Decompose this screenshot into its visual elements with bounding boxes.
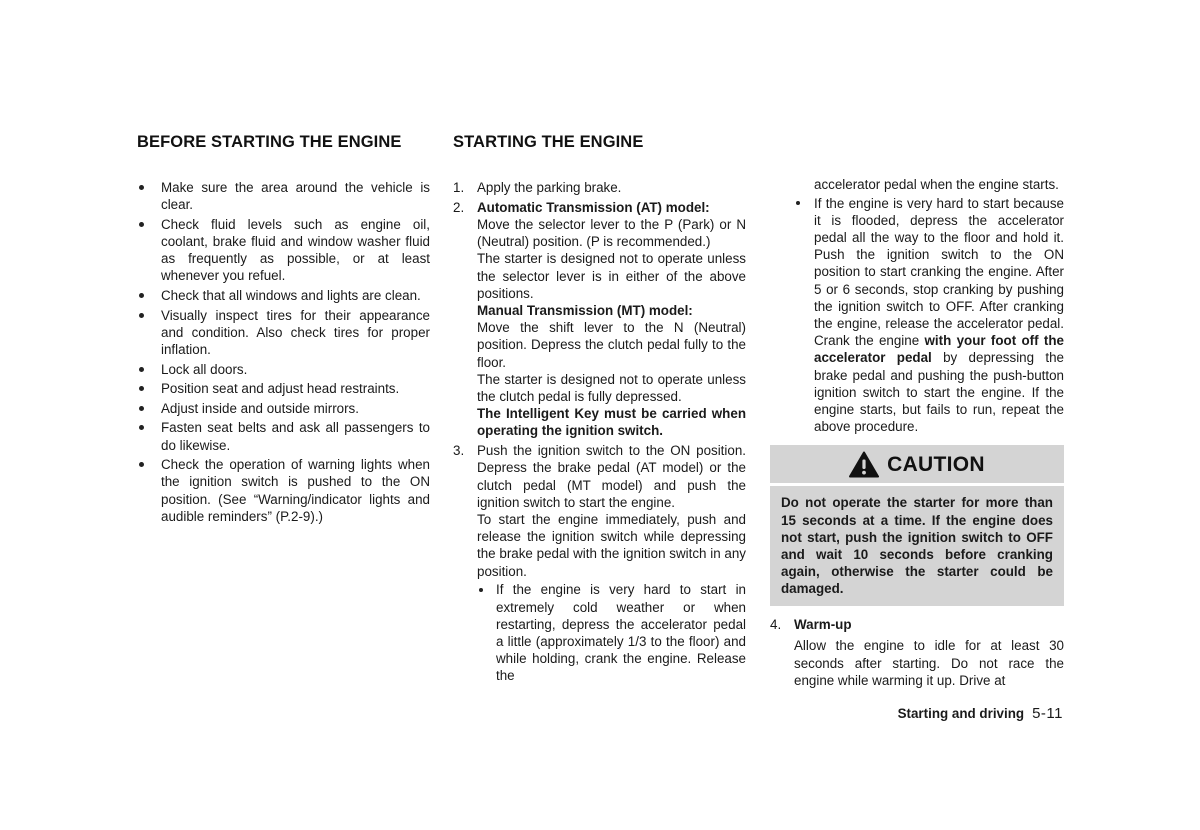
- heading-before-starting: BEFORE STARTING THE ENGINE: [137, 133, 402, 151]
- bullet-icon: [139, 222, 144, 227]
- caution-box: [770, 445, 1064, 605]
- bullet-icon: [139, 462, 144, 467]
- page-number: 5-11: [1032, 705, 1063, 722]
- list-item: If the engine is very hard to start in extremely cold weather or when restarting, depress the accelerator pedal a little (approximately 1/3 to the floor) and while holding, crank the engine. Release the: [477, 581, 746, 684]
- step-3: 3. Push the ignition switch to the ON position. Depress the brake pedal (AT model) or the clutch pedal (MT model) and push the ignition switch to start the engine. To start the engine immediately, push and release the ignition switch while depressing the brake pedal with the ignition switch in any position. If the engine is very hard to start in extremely cold weather or when restarting, depress the accelerator pedal a little (approximately 1/3 to the floor) and while holding, crank the engine. Release the: [453, 443, 746, 684]
- mt-model-title: Manual Transmission (MT) model:: [477, 303, 693, 319]
- list-item: Make sure the area around the vehicle is clear.: [137, 179, 430, 213]
- bullet-icon: [139, 367, 144, 372]
- bullet-icon: [139, 293, 144, 298]
- bullet-icon: [139, 425, 144, 430]
- list-item: Check that all windows and lights are clean.: [137, 287, 430, 304]
- checklist: [137, 179, 430, 525]
- caution-title: CAUTION: [887, 452, 985, 476]
- bullet-icon: [139, 386, 144, 391]
- column-continued: [770, 176, 1064, 689]
- warning-triangle-icon: [849, 451, 879, 478]
- step-2: 2. Automatic Transmission (AT) model: Move the selector lever to the P (Park) or N (Neutral) position. (P is recommended.) The starter is designed not to operate unless the selector lever is in either of the above positions. Manual Transmission (MT) model: Move the shift lever to the N (Neutral) position. Depress the clutch pedal fully to the floor. The starter is designed not to operate unless the clutch pedal is fully depressed. The Intelligent Key must be carried when operating the ignition switch.: [453, 199, 746, 439]
- page-footer: [760, 705, 1063, 723]
- caution-header: [770, 445, 1064, 483]
- list-item: Adjust inside and outside mirrors.: [137, 400, 430, 417]
- list-item: If the engine is very hard to start because it is flooded, depress the accelerator pedal all the way to the floor and hold it. Push the ignition switch to the ON position to start cranking the engine. After 5 or 6 seconds, stop cranking by pushing the ignition switch to OFF. After cranking the engine, release the accelerator pedal. Crank the engine with your foot off the accelerator pedal by depressing the brake pedal and pushing the push-button ignition switch to start the engine. If the engine starts, but fails to run, repeat the above procedure.: [770, 195, 1064, 436]
- section-name: Starting and driving: [897, 706, 1025, 721]
- list-item: Check the operation of warning lights when the ignition switch is pushed to the ON position. (See “Warning/indicator lights and audible reminders” (P.2-9).): [137, 456, 430, 525]
- caution-text: Do not operate the starter for more than 15 seconds at a time. If the engine does not start, push the ignition switch to OFF and wait 10 seconds before cranking again, otherwise the starter could be damaged.: [770, 486, 1064, 605]
- bullet-icon: [479, 588, 483, 592]
- column-starting-engine: [453, 131, 746, 687]
- step-1: 1. Apply the parking brake.: [453, 180, 622, 195]
- bullet-icon: [139, 406, 144, 411]
- list-item: Position seat and adjust head restraints.: [137, 380, 430, 397]
- bullet-icon: [139, 185, 144, 190]
- at-model-title: Automatic Transmission (AT) model:: [477, 199, 710, 215]
- continued-text: accelerator pedal when the engine starts.: [814, 177, 1059, 192]
- step-4: 4. Warm-up Allow the engine to idle for at least 30 seconds after starting. Do not race the engine while warming it up. Drive at: [770, 616, 1064, 688]
- list-item: Fasten seat belts and ask all passengers to do likewise.: [137, 419, 430, 453]
- column-before-starting: [137, 131, 430, 527]
- warmup-title: Warm-up: [794, 616, 852, 632]
- heading-starting-engine: STARTING THE ENGINE: [453, 133, 644, 151]
- list-item: Visually inspect tires for their appearance and condition. Also check tires for proper inflation.: [137, 307, 430, 359]
- bullet-icon: [796, 201, 800, 205]
- list-item: Check fluid levels such as engine oil, coolant, brake fluid and window washer fluid as frequently as possible, or at least whenever you refuel.: [137, 216, 430, 285]
- bullet-icon: [139, 313, 144, 318]
- list-item: Lock all doors.: [137, 361, 430, 378]
- intelligent-key-note: The Intelligent Key must be carried when operating the ignition switch.: [477, 406, 746, 439]
